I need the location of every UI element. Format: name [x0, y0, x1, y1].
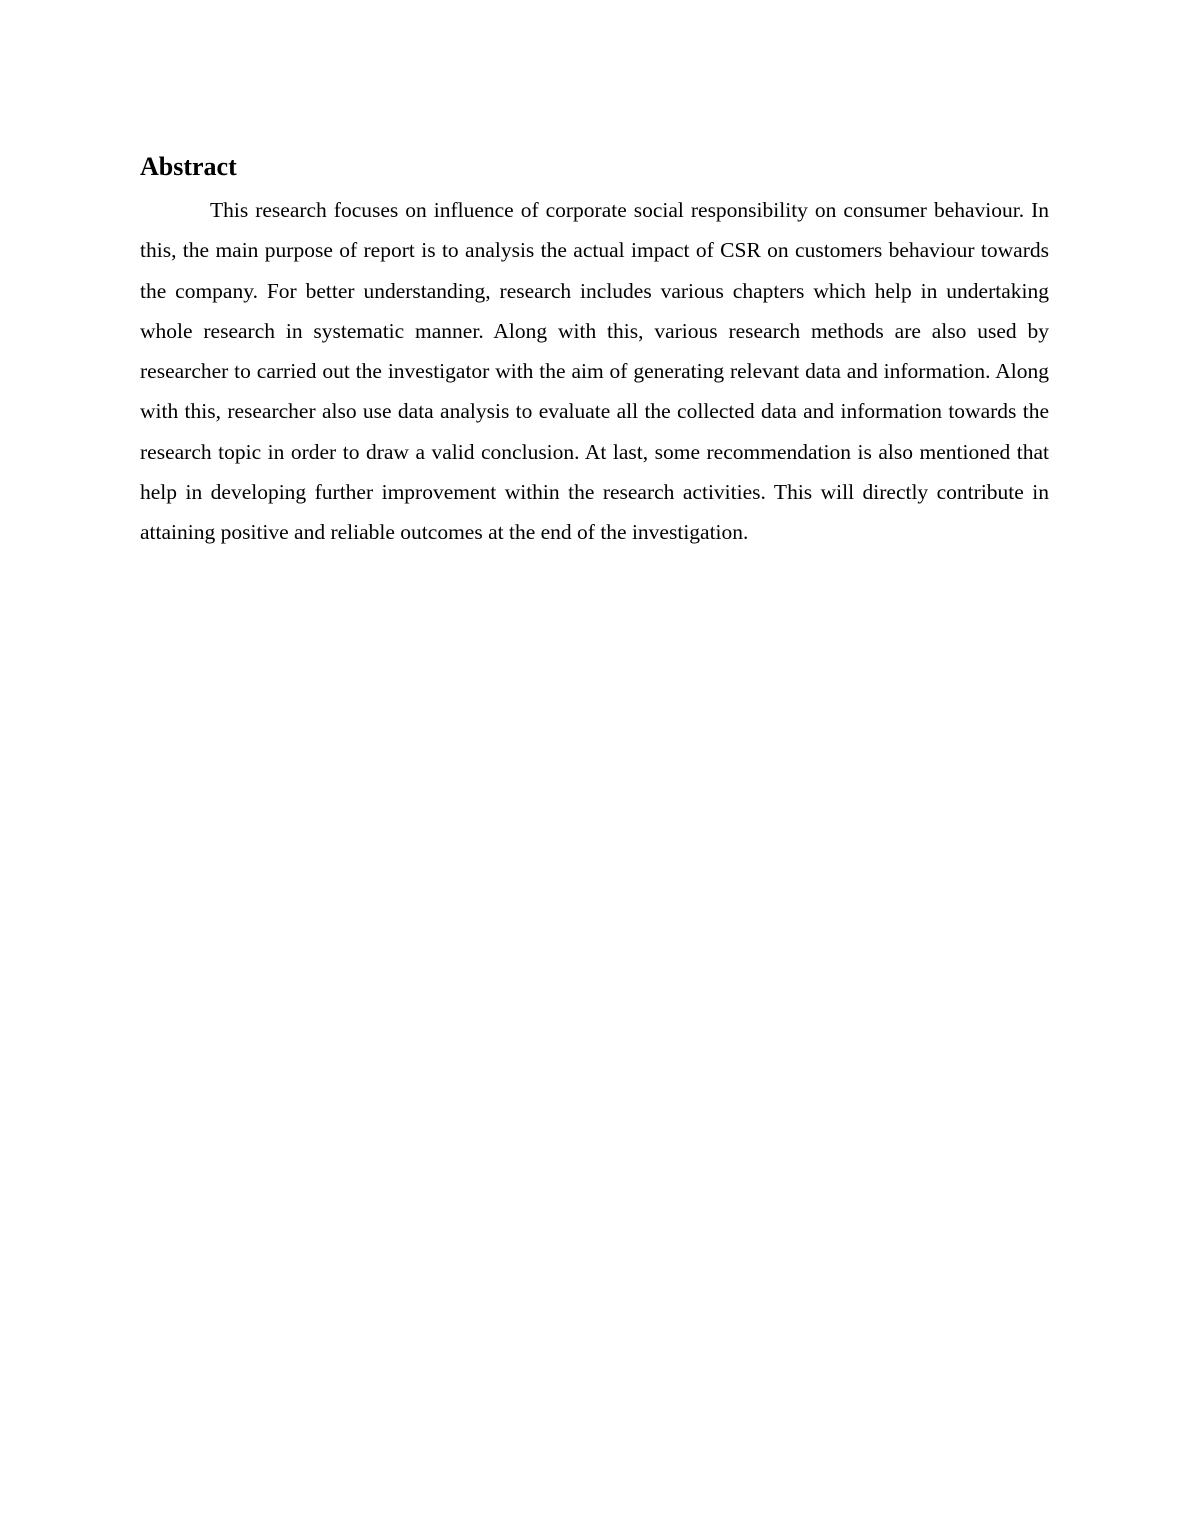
section-heading: Abstract	[140, 152, 237, 181]
page-content	[140, 150, 1049, 553]
abstract-paragraph: This research focuses on influence of corporate social responsibility on consumer behaviour. In this, the main purpose of report is to analysis the actual impact of CSR on customers behaviour towards the company. For better understanding, research includes various chapters which help in undertaking whole research in systematic manner. Along with this, various research methods are also used by researcher to carried out the investigator with the aim of generating relevant data and information. Along with this, researcher also use data analysis to evaluate all the collected data and information towards the research topic in order to draw a valid conclusion. At last, some recommendation is also mentioned that help in developing further improvement within the research activities. This will directly contribute in attaining positive and reliable outcomes at the end of the investigation.	[140, 198, 1049, 545]
